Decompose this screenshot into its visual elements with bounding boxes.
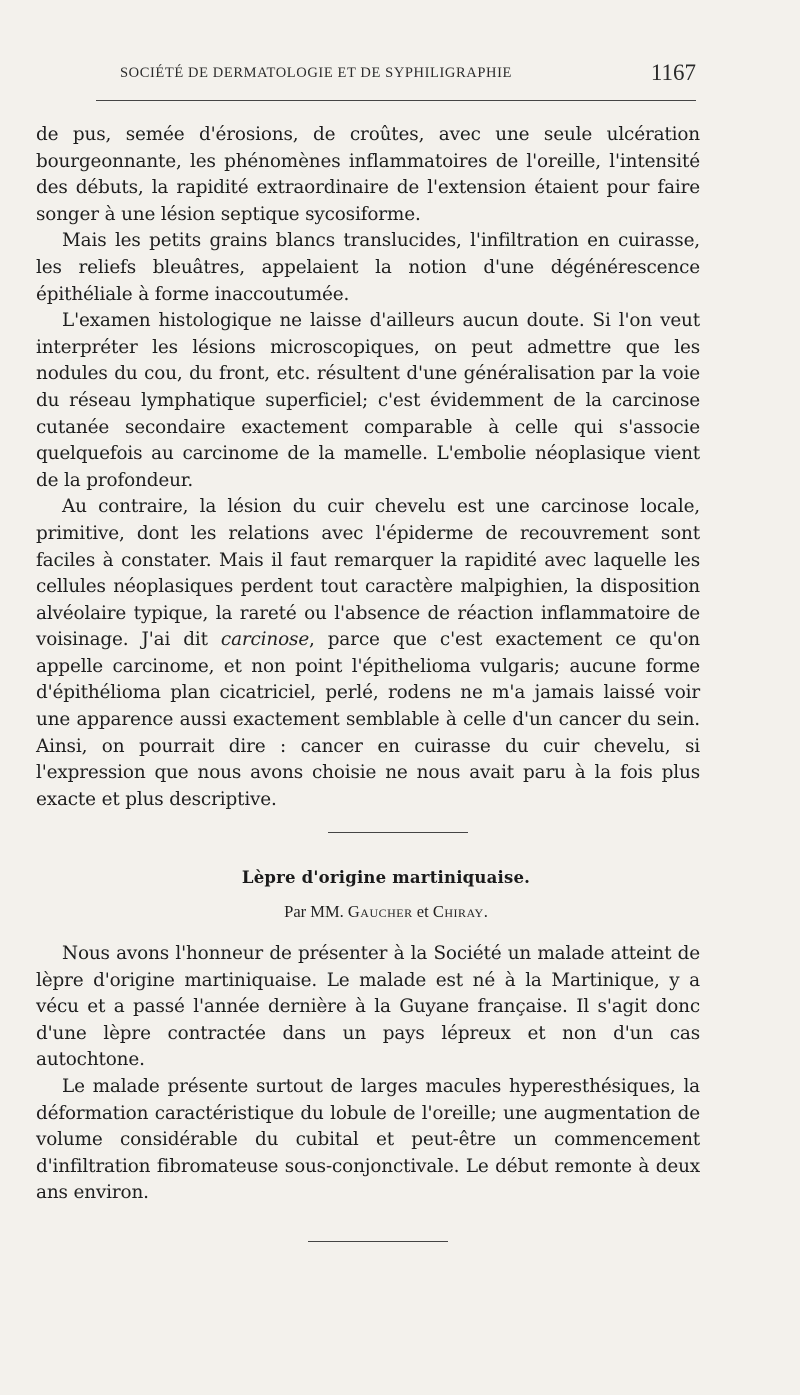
paragraph: Nous avons l'honneur de présenter à la Société un malade atteint de lèpre d'origine martiniquaise. Le malade est né à la Martinique, y a vécu et a passé l'année dernière à la Guyane française. Il s'agit donc d'une lèpre contractée dans un pays lépreux et non d'un cas autochtone. [36,943,700,1071]
paragraph-text: , parce que c'est exactement ce qu'on appelle carcinome, et non point l'épithelioma vulgaris; aucune forme d'épithélioma plan cicatriciel, perlé, rodens ne m'a jamais laissé voir une apparence aussi exactement semblable à celle d'un cancer du sein. Ainsi, on pourrait dire : cancer en cuirasse du cuir chevelu, si l'expression que nous avons choisie ne nous avait paru à la fois plus exacte et plus descriptive. [36,629,700,810]
running-title: SOCIÉTÉ DE DERMATOLOGIE ET DE SYPHILIGRAPHIE [120,65,512,81]
section-separator [308,1241,448,1242]
author-name: Chiray [432,902,484,921]
section-heading: Lèpre d'origine martiniquaise. [241,868,531,887]
paragraph: de pus, semée d'érosions, de croûtes, avec une seule ulcération bourgeonnante, les phénomènes inflammatoires de l'oreille, l'intensité des débuts, la rapidité extraordinaire de l'extension étaient pour faire songer à une lésion septique sycosiforme. [36,124,700,225]
article-body [36,941,700,1207]
paragraph-text: Au contraire, la lésion du cuir chevelu est une carcinose locale, primitive, dont les relations avec l'épiderme de recouvrement sont faciles à constater. Mais il faut remarquer la rapidité avec laquelle les cellules néoplasiques perdent tout caractère malpighien, la disposition alvéolaire typique, la rareté ou l'absence de réaction inflammatoire de voisinage. J'ai dit [36,496,700,651]
author-name: Gaucher [347,902,413,921]
page-number: 1167 [650,60,696,85]
paragraph: Le malade présente surtout de larges macules hyperesthésiques, la déformation caractéristique du lobule de l'oreille; une augmentation de volume considérable du cubital et peut-être un commencement d'infiltration fibromateuse sous-conjonctivale. Le début remonte à deux ans environ. [36,1075,700,1204]
italic-term: carcinose [220,629,310,651]
byline-conjunction: et [412,902,433,921]
byline [36,902,736,922]
byline-suffix: . [483,902,488,921]
running-head [96,60,696,90]
byline-prefix: Par MM. [284,902,348,921]
header-rule [96,100,696,101]
article-continuation [36,122,700,813]
paragraph: Mais les petits grains blancs translucides, l'infiltration en cuirasse, les reliefs bleuâtres, appelaient la notion d'une dégénérescence épithéliale à forme inaccoutumée. [36,230,700,305]
paragraph [36,494,700,813]
paragraph: L'examen histologique ne laisse d'ailleurs aucun doute. Si l'on veut interpréter les lésions microscopiques, on peut admettre que les nodules du cou, du front, etc. résultent d'une généralisation par la voie du réseau lymphatique superficiel; c'est évidemment de la carcinose cutanée secondaire exactement comparable à celle qui s'associe quelquefois au carcinome de la mamelle. L'embolie néoplasique vient de la profondeur. [36,310,700,491]
section-separator [328,832,468,833]
